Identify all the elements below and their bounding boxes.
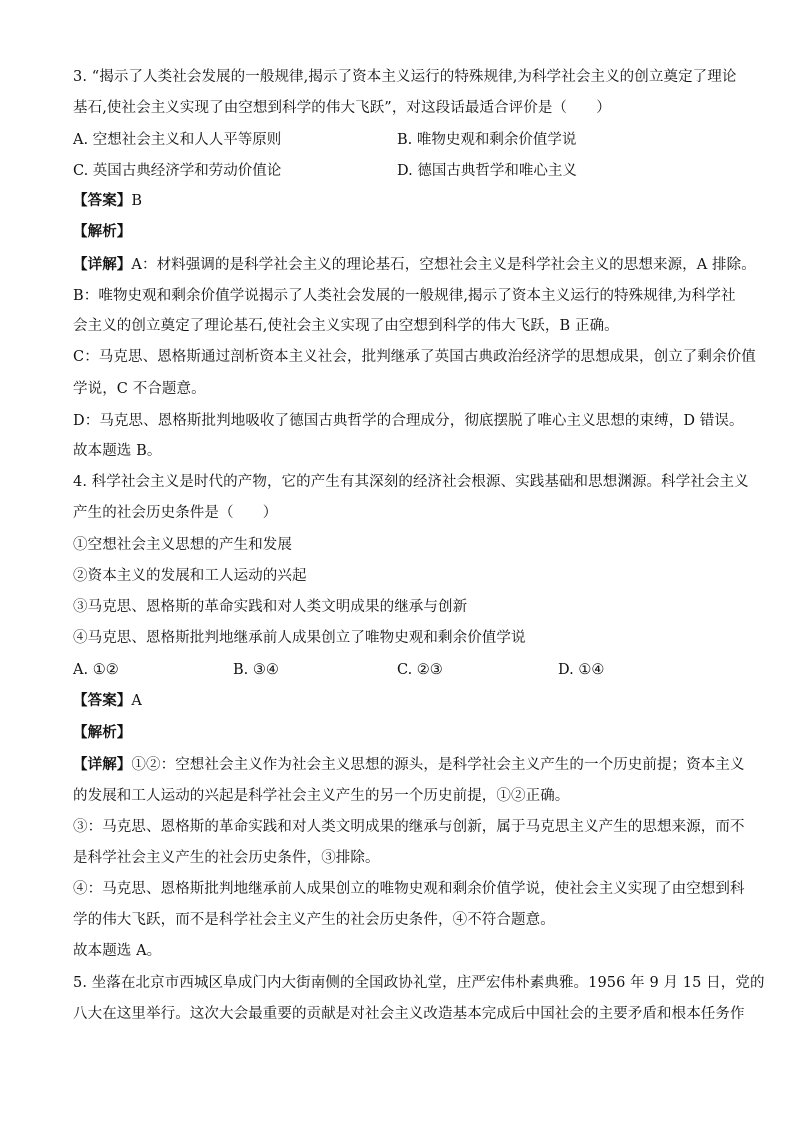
q5-stem-line-2: 八大在这里举行。这次大会最重要的贡献是对社会主义改造基本完成后中国社会的主要矛盾和根本任务作 <box>73 1006 745 1022</box>
q4-detail-line-4: 是科学社会主义产生的社会历史条件，③排除。 <box>73 850 380 866</box>
q4-detail-line-1 <box>73 755 745 775</box>
q4-item-2: ②资本主义的发展和工人运动的兴起 <box>73 568 307 584</box>
q3-analysis-tag: 【解析】 <box>73 223 132 240</box>
q3-detail-a: A：材料强调的是科学社会主义的理论基石，空想社会主义是科学社会主义的思想来源，A 排除。 <box>131 257 756 273</box>
q3-detail-line-4: C：马克思、恩格斯通过剖析资本主义社会，批判继承了英国古典政治经济学的思想成果，创立了剩余价值 <box>73 349 756 365</box>
q3-option-d: D. 德国古典哲学和唯心主义 <box>397 163 577 179</box>
q3-detail-line-5: 学说，C 不合题意。 <box>73 381 206 397</box>
q4-detail-line-2: 的发展和工人运动的兴起是科学社会主义产生的另一个历史前提，①②正确。 <box>73 788 570 804</box>
q4-analysis-tag: 【解析】 <box>73 724 132 741</box>
q3-option-b: B. 唯物史观和剩余价值学说 <box>397 132 577 148</box>
q3-detail-line-2: B：唯物史观和剩余价值学说揭示了人类社会发展的一般规律,揭示了资本主义运行的特殊规律,为科学社 <box>73 288 736 304</box>
q3-detail-line-1 <box>73 255 756 275</box>
q3-answer-tag: 【答案】 <box>73 192 132 209</box>
q4-answer-tag: 【答案】 <box>73 692 132 709</box>
q4-item-4: ④马克思、恩格斯批判地继承前人成果创立了唯物史观和剩余价值学说 <box>73 630 526 646</box>
q3-stem-line-2: 基石,使社会主义实现了由空想到科学的伟大飞跃”，对这段话最适合评价是（ ） <box>73 100 611 116</box>
q4-detail-a: ①②：空想社会主义作为社会主义思想的源头，是科学社会主义产生的一个历史前提；资本主义 <box>131 757 745 773</box>
q4-option-d: D. ①④ <box>558 662 605 678</box>
q3-answer-line <box>73 191 723 211</box>
q4-answer-line <box>73 691 723 711</box>
q3-detail-line-6: D：马克思、恩格斯批判地吸收了德国古典哲学的合理成分，彻底摆脱了唯心主义思想的束缚，D 错误。 <box>73 413 744 429</box>
q3-stem-line-1: 3. “揭示了人类社会发展的一般规律,揭示了资本主义运行的特殊规律,为科学社会主义的创立奠定了理论 <box>73 69 737 85</box>
q4-option-c: C. ②③ <box>397 662 443 678</box>
q4-stem-line-1: 4. 科学社会主义是时代的产物，它的产生有其深刻的经济社会根源、实践基础和思想渊源。科学社会主义 <box>73 474 749 490</box>
q4-answer: A <box>131 693 142 709</box>
q4-item-3: ③马克思、恩格斯的革命实践和对人类文明成果的继承与创新 <box>73 599 468 615</box>
q3-option-a: A. 空想社会主义和人人平等原则 <box>73 132 282 148</box>
q5-stem-line-1: 5. 坐落在北京市西城区阜成门内大街南侧的全国政协礼堂，庄严宏伟朴素典雅。1956 年 9 月 15 日，党的 <box>73 975 765 991</box>
q3-detail-line-3: 会主义的创立奠定了理论基石,使社会主义实现了由空想到科学的伟大飞跃，B 正确。 <box>73 318 619 334</box>
q4-stem-line-2: 产生的社会历史条件是（ ） <box>73 505 278 521</box>
q4-detail-tag: 【详解】 <box>73 756 132 773</box>
q3-option-c: C. 英国古典经济学和劳动价值论 <box>73 163 282 179</box>
q4-item-1: ①空想社会主义思想的产生和发展 <box>73 537 292 553</box>
q4-detail-line-3: ③：马克思、恩格斯的革命实践和对人类文明成果的继承与创新，属于马克思主义产生的思想来源，而不 <box>73 819 745 835</box>
q4-detail-line-6: 学的伟大飞跃，而不是科学社会主义产生的社会历史条件，④不符合题意。 <box>73 912 555 928</box>
q4-option-a: A. ①② <box>73 662 119 678</box>
q4-option-b: B. ③④ <box>233 662 279 678</box>
q3-detail-tag: 【详解】 <box>73 256 132 273</box>
q3-conclusion: 故本题选 B。 <box>73 443 162 459</box>
q4-conclusion: 故本题选 A。 <box>73 943 162 959</box>
q4-detail-line-5: ④：马克思、恩格斯批判地继承前人成果创立的唯物史观和剩余价值学说，使社会主义实现了由空想到科 <box>73 881 745 897</box>
q3-answer: B <box>131 193 143 209</box>
